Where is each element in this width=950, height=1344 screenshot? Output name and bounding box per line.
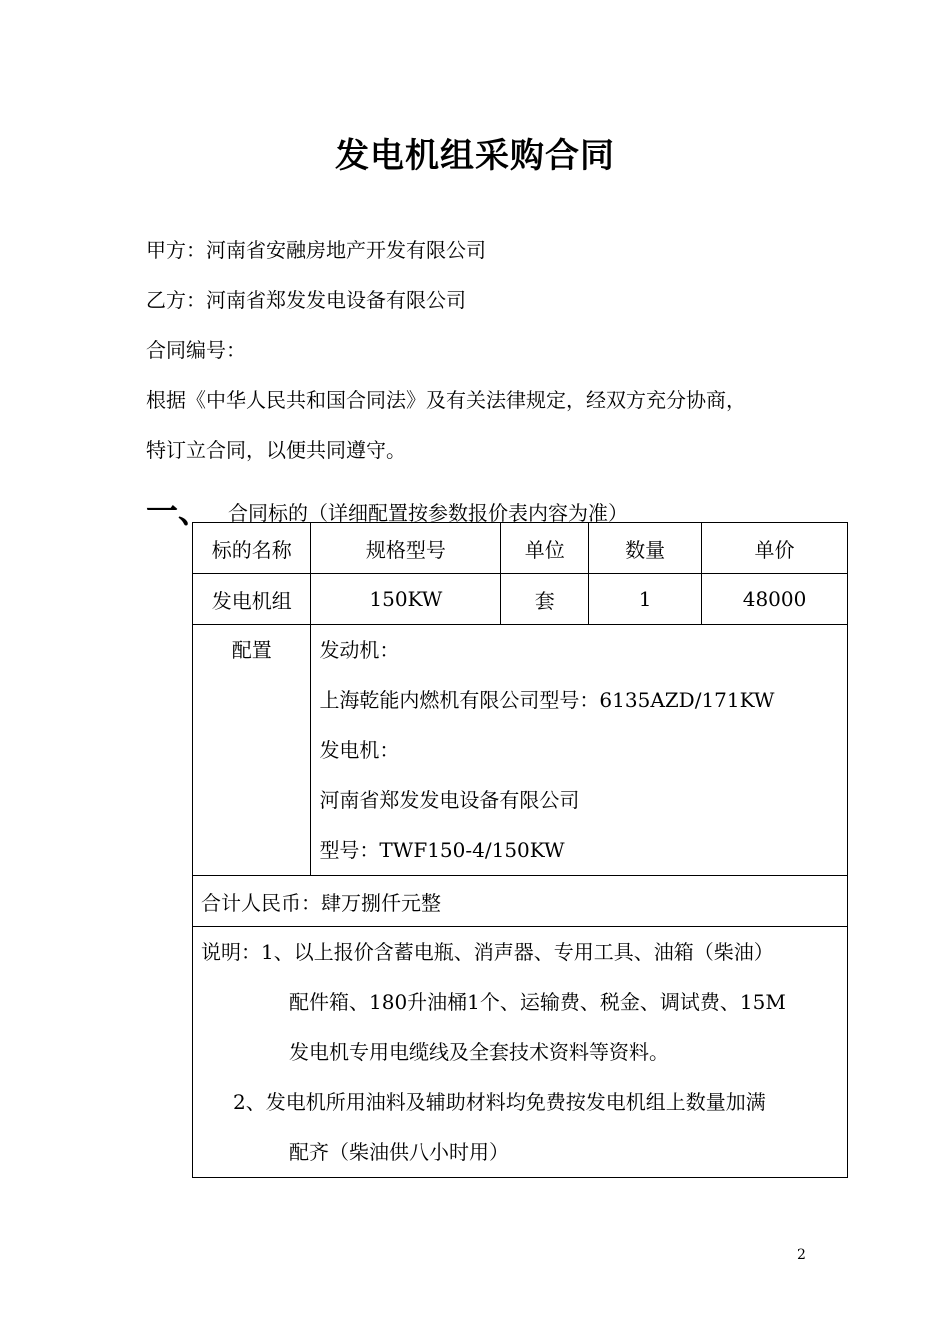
config-details (311, 625, 848, 876)
table-cell: 发电机组 (193, 574, 311, 625)
table-header-row (193, 523, 848, 574)
party-b: 乙方：河南省郑发发电设备有限公司 (146, 288, 466, 312)
notes-cell (193, 927, 848, 1178)
config-row (193, 625, 848, 876)
table-cell: 套 (501, 574, 589, 625)
config-line: 上海乾能内燃机有限公司型号：6135AZD/171KW (319, 688, 775, 712)
table-cell: 48000 (702, 574, 848, 625)
total-row (193, 876, 848, 927)
config-line: 发电机： (319, 738, 400, 762)
config-label: 配置 (193, 625, 311, 876)
intro-line-1: 根据《中华人民共和国合同法》及有关法律规定，经双方充分协商， (146, 388, 746, 412)
total-amount: 合计人民币：肆万捌仟元整 (193, 876, 848, 927)
contract-number: 合同编号： (146, 338, 246, 362)
intro-line-2: 特订立合同，以便共同遵守。 (146, 438, 406, 462)
note-line: 发电机专用电缆线及全套技术资料等资料。 (289, 1040, 669, 1064)
config-line: 河南省郑发发电设备有限公司 (319, 788, 580, 812)
header-cell: 单位 (501, 523, 589, 574)
header-cell: 单价 (702, 523, 848, 574)
header-cell: 数量 (589, 523, 702, 574)
spec-table (192, 522, 848, 1178)
table-row (193, 574, 848, 625)
header-cell: 规格型号 (311, 523, 501, 574)
config-line: 发动机： (319, 638, 400, 662)
table-cell: 1 (589, 574, 702, 625)
note-line: 配齐（柴油供八小时用） (289, 1140, 509, 1164)
header-cell: 标的名称 (193, 523, 311, 574)
section-number: 一、 (146, 492, 211, 530)
config-line: 型号：TWF150-4/150KW (319, 838, 565, 862)
page-number: 2 (797, 1247, 806, 1263)
notes-row (193, 927, 848, 1178)
party-a: 甲方：河南省安融房地产开发有限公司 (146, 238, 486, 262)
document-title: 发电机组采购合同 (335, 136, 615, 176)
section-title: 合同标的（详细配置按参数报价表内容为准） (228, 501, 628, 525)
note-line: 说明：1、以上报价含蓄电瓶、消声器、专用工具、油箱（柴油） (201, 940, 774, 964)
table-cell: 150KW (311, 574, 501, 625)
note-line: 2、发电机所用油料及辅助材料均免费按发电机组上数量加满 (233, 1090, 766, 1114)
note-line: 配件箱、180升油桶1个、运输费、税金、调试费、15M (289, 990, 786, 1014)
